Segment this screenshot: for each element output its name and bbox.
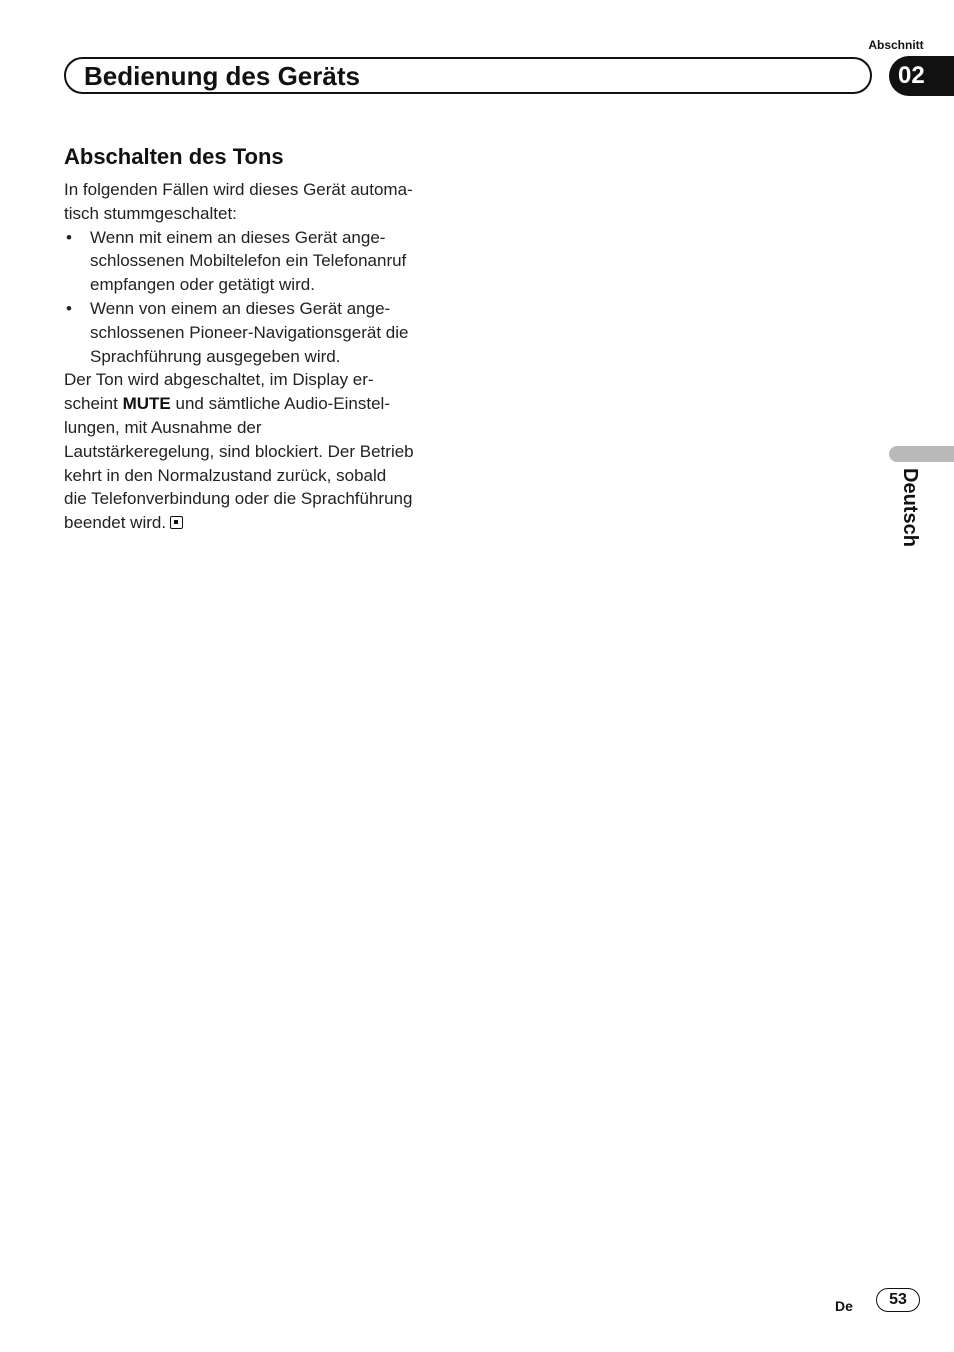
bullet-line: Wenn mit einem an dieses Gerät ange-: [90, 227, 386, 247]
list-item: [64, 297, 459, 368]
page-title: Bedienung des Geräts: [84, 61, 360, 91]
main-content: [64, 142, 459, 535]
footer-language-code: De: [835, 1298, 853, 1314]
language-tab-marker: [889, 446, 954, 462]
bullet-list: [64, 226, 459, 369]
body-line: kehrt in den Normalzustand zurück, sobald: [64, 465, 387, 485]
intro-line: In folgenden Fällen wird dieses Gerät automa-: [64, 180, 413, 199]
bullet-line: Wenn von einem an dieses Gerät ange-: [90, 298, 391, 318]
chapter-number: 02: [898, 62, 925, 89]
bullet-line: schlossenen Pioneer-Navigationsgerät die: [90, 322, 409, 342]
bullet-line: Sprachführung ausgegeben wird.: [90, 346, 341, 366]
body-line: die Telefonverbindung oder die Sprachführung: [64, 489, 413, 509]
section-heading: Abschalten des Tons: [64, 144, 284, 169]
body-line: scheint: [64, 394, 123, 414]
mute-keyword: MUTE: [122, 394, 171, 414]
bullet-line: empfangen oder getätigt wird.: [90, 275, 315, 295]
bullet-line: schlossenen Mobiltelefon ein Telefonanruf: [90, 251, 407, 271]
body-line: Lautstärkeregelung, sind blockiert. Der Betrieb: [64, 441, 414, 461]
body-paragraph: [64, 368, 459, 535]
end-of-section-icon: [170, 516, 183, 529]
body-line: beendet wird.: [64, 513, 167, 533]
bullet-icon: •: [66, 227, 72, 247]
body-line: und sämtliche Audio-Einstel-: [170, 394, 390, 414]
body-line: Der Ton wird abgeschaltet, im Display er-: [64, 370, 374, 390]
bullet-icon: •: [66, 298, 72, 318]
intro-paragraph: [64, 178, 459, 226]
page-number: 53: [889, 1291, 907, 1308]
list-item: [64, 226, 459, 297]
language-label: Deutsch: [899, 468, 921, 547]
body-line: lungen, mit Ausnahme der: [64, 417, 262, 437]
section-label: Abschnitt: [868, 38, 924, 52]
intro-line: tisch stummgeschaltet:: [64, 203, 237, 223]
